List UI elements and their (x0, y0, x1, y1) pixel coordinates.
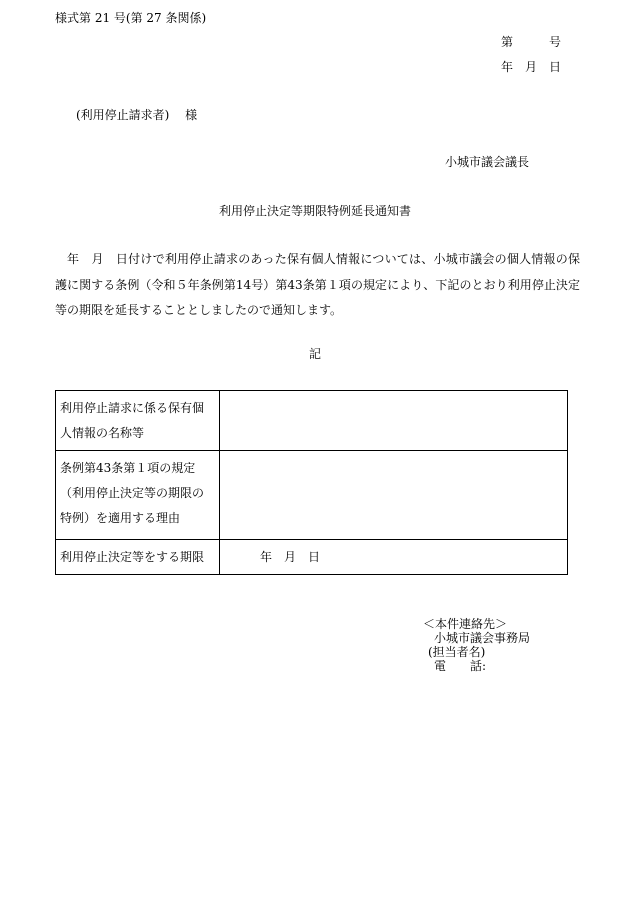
addressee: (利用停止請求者) 様 (76, 108, 198, 122)
ki-heading: 記 (308, 347, 321, 361)
contact-phone: 電 話: (434, 659, 487, 673)
issuer: 小城市議会議長 (445, 155, 530, 169)
form-number: 様式第 21 号(第 27 条関係) (55, 11, 207, 25)
table-row (56, 540, 568, 575)
row-value-information-name (220, 391, 568, 451)
document-number: 第 号 (501, 35, 562, 49)
row-label-reason: 条例第43条第１項の規定（利用停止決定等の期限の特例）を適用する理由 (56, 451, 220, 540)
document-title: 利用停止決定等期限特例延長通知書 (218, 204, 411, 218)
row-label-deadline: 利用停止決定等をする期限 (56, 540, 220, 575)
row-value-deadline: 年 月 日 (220, 540, 568, 575)
contact-block (423, 617, 530, 673)
body-paragraph: 年 月 日付けで利用停止請求のあった保有個人情報については、小城市議会の個人情報の保護に関する条例（令和５年条例第14号）第43条第１項の規定により、下記のとおり利用停止決定等の期限を延長することとしましたので通知します。 (55, 252, 580, 317)
contact-heading: ＜本件連絡先＞ (423, 617, 508, 631)
row-label-information-name: 利用停止請求に係る保有個人情報の名称等 (56, 391, 220, 451)
row-value-reason (220, 451, 568, 540)
document-date: 年 月 日 (501, 60, 562, 74)
contact-person: (担当者名) (428, 645, 486, 659)
contact-office: 小城市議会事務局 (434, 631, 531, 645)
table-row (56, 451, 568, 540)
table-row (56, 391, 568, 451)
detail-table (55, 390, 568, 575)
